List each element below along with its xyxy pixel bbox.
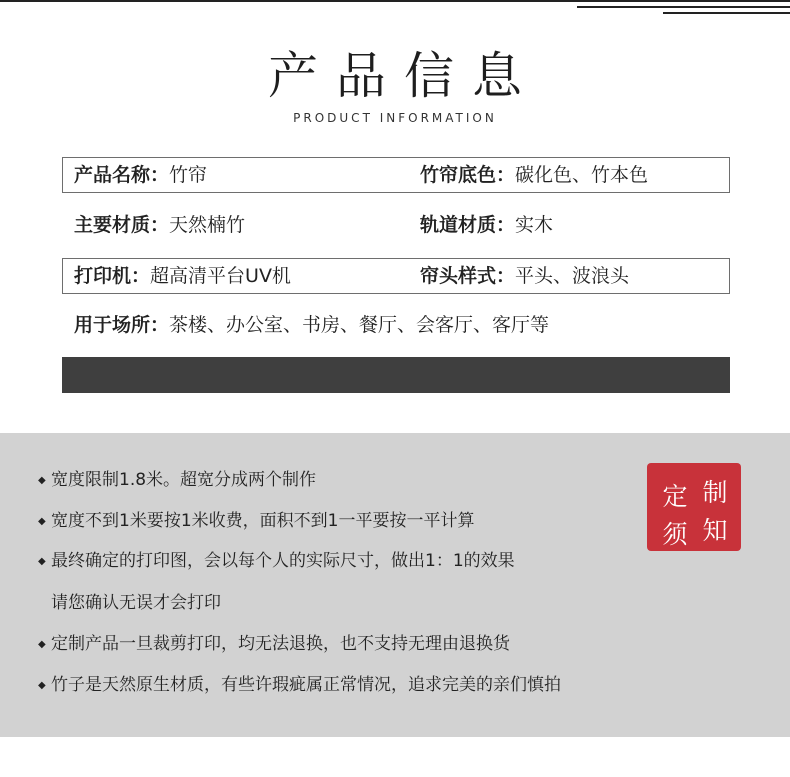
field-label: 用于场所 <box>74 314 151 336</box>
stamp-char: 须 <box>662 520 688 549</box>
field-label: 帘头样式 <box>420 265 497 287</box>
notice-item: ◆ 宽度不到1米要按1米收费，面积不到1一平要按一平计算 <box>38 509 474 533</box>
stamp-char: 制 <box>702 478 728 507</box>
info-field: 产品名称：竹帘 <box>74 164 208 186</box>
diamond-bullet-icon: ◆ <box>38 556 46 567</box>
field-label: 打印机 <box>74 265 132 287</box>
info-row <box>62 258 730 294</box>
field-value: 碳化色、竹本色 <box>515 164 649 186</box>
divider-bar <box>62 357 730 393</box>
info-field: 帘头样式：平头、波浪头 <box>420 265 630 287</box>
field-value: 平头、波浪头 <box>515 265 630 287</box>
page-title: 产品信息 <box>268 47 540 105</box>
stamp-char: 知 <box>702 516 728 545</box>
info-row <box>62 157 730 193</box>
diamond-bullet-icon: ◆ <box>38 680 46 691</box>
field-label: 轨道材质 <box>420 214 497 236</box>
info-row <box>62 308 730 344</box>
info-field: 主要材质：天然楠竹 <box>74 214 246 236</box>
notice-item: ◆ 定制产品一旦裁剪打印，均无法退换，也不支持无理由退换货 <box>38 632 510 656</box>
info-field: 用于场所：茶楼、办公室、书房、餐厅、会客厅、客厅等 <box>74 314 550 336</box>
info-field: 轨道材质：实木 <box>420 214 554 236</box>
info-field: 竹帘底色：碳化色、竹本色 <box>420 164 649 186</box>
notice-item: ◆ 最终确定的打印图，会以每个人的实际尺寸，做出1：1的效果 <box>38 549 515 573</box>
top-rule <box>0 0 790 2</box>
decorative-line <box>577 6 790 8</box>
field-value: 实木 <box>515 214 554 236</box>
diamond-bullet-icon: ◆ <box>38 516 46 527</box>
diamond-bullet-icon: ◆ <box>38 639 46 650</box>
info-field: 打印机：超高清平台UV机 <box>74 265 291 287</box>
notice-item: ◆ 竹子是天然原生材质，有些许瑕疵属正常情况，追求完美的亲们慎拍 <box>38 673 561 697</box>
custom-notice-stamp <box>647 463 741 551</box>
field-label: 竹帘底色 <box>420 164 497 186</box>
field-label: 产品名称 <box>74 164 151 186</box>
page-subtitle: PRODUCT INFORMATION <box>293 111 497 125</box>
field-label: 主要材质 <box>74 214 151 236</box>
diamond-bullet-icon: ◆ <box>38 475 46 486</box>
field-value: 茶楼、办公室、书房、餐厅、会客厅、客厅等 <box>169 314 550 336</box>
notice-item-continued: 请您确认无误才会打印 <box>51 593 221 613</box>
stamp-char: 定 <box>662 482 688 511</box>
field-value: 竹帘 <box>169 164 208 186</box>
notice-item: ◆ 宽度限制1.8米。超宽分成两个制作 <box>38 468 316 492</box>
field-value: 天然楠竹 <box>169 214 246 236</box>
info-row <box>62 208 730 244</box>
field-value: 超高清平台UV机 <box>150 265 291 287</box>
decorative-line <box>663 12 790 14</box>
